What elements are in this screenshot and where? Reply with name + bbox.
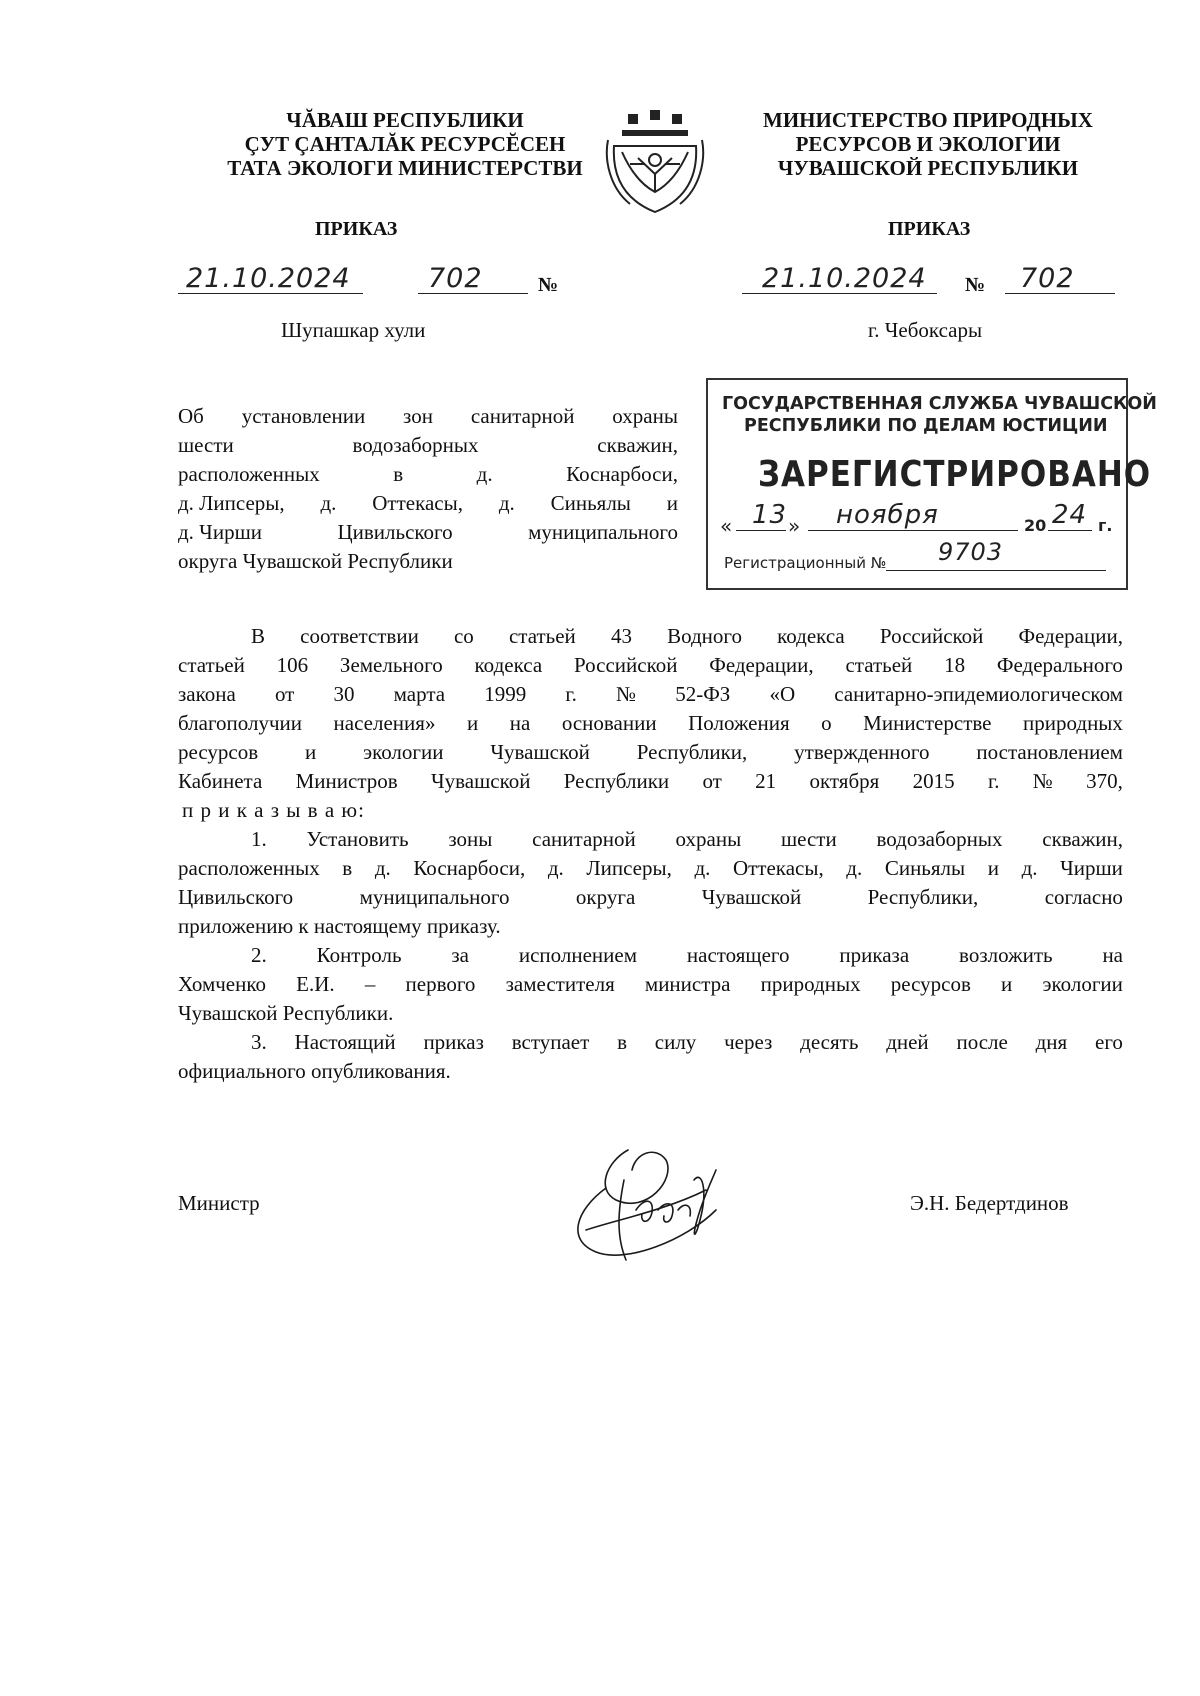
word: Чувашской bbox=[701, 885, 802, 909]
word: Цивильского bbox=[178, 885, 294, 909]
word: статьей bbox=[845, 653, 913, 677]
handwritten-number-right: 702 bbox=[1020, 263, 1075, 294]
word: д. bbox=[498, 491, 515, 515]
handwritten-date-right: 21.10.2024 bbox=[762, 263, 927, 294]
word: Коснарбоси, bbox=[566, 462, 678, 486]
word: ресурсов bbox=[178, 740, 259, 764]
item3-line bbox=[178, 1028, 1123, 1057]
word: закона bbox=[178, 682, 236, 706]
order-item-2 bbox=[178, 941, 1123, 1028]
word: за bbox=[451, 943, 470, 967]
stamp-month-underline bbox=[808, 530, 1018, 531]
subject-line bbox=[178, 402, 678, 431]
date-underline-left bbox=[178, 293, 363, 294]
order-subject bbox=[178, 402, 678, 576]
word: утвержденного bbox=[794, 740, 930, 764]
word: округа bbox=[575, 885, 636, 909]
word: скважин, bbox=[1042, 827, 1123, 851]
word: г. bbox=[565, 682, 577, 706]
word: через bbox=[724, 1030, 773, 1054]
subject-line bbox=[178, 460, 678, 489]
word: д. bbox=[320, 491, 337, 515]
word: Синьялы bbox=[884, 856, 966, 880]
word: расположенных bbox=[178, 856, 320, 880]
subject-line bbox=[178, 518, 678, 547]
word: муниципального bbox=[528, 520, 678, 544]
word: марта bbox=[393, 682, 446, 706]
stamp-reg-number: 9703 bbox=[938, 538, 1004, 566]
word: Настоящий bbox=[294, 1030, 396, 1054]
date-underline-right bbox=[742, 293, 937, 294]
word: в bbox=[617, 1030, 627, 1054]
word: Синьялы bbox=[550, 491, 631, 515]
word: округа Чувашской Республики bbox=[178, 549, 453, 573]
word: возложить bbox=[959, 943, 1053, 967]
stamp-year-unit: г. bbox=[1098, 516, 1113, 535]
word: в bbox=[393, 462, 404, 486]
word: приложению к настоящему приказу. bbox=[178, 914, 501, 938]
word: со bbox=[453, 624, 474, 648]
item2-line bbox=[178, 970, 1123, 999]
handwritten-number-left: 702 bbox=[428, 263, 483, 294]
number-sign-right: № bbox=[965, 274, 986, 296]
word: д. bbox=[476, 462, 493, 486]
header-right-org bbox=[738, 108, 1118, 180]
stamp-year-underline bbox=[1048, 530, 1092, 531]
order-title-left: ПРИКАЗ bbox=[315, 218, 398, 240]
word: д. bbox=[846, 856, 863, 880]
word: официального опубликования. bbox=[178, 1059, 451, 1083]
word: Цивильского bbox=[337, 520, 453, 544]
word: Е.И. bbox=[296, 972, 335, 996]
header-left-line: ТАТА ЭКОЛОГИ МИНИСТЕРСТВИ bbox=[227, 156, 583, 180]
order-word-line: п р и к а з ы в а ю: bbox=[182, 798, 365, 822]
word: и bbox=[304, 740, 317, 764]
word: Республики, bbox=[867, 885, 979, 909]
stamp-org-line1: ГОСУДАРСТВЕННАЯ СЛУЖБА ЧУВАШСКОЙ bbox=[722, 394, 1157, 414]
word: Республики bbox=[563, 769, 670, 793]
word: шести bbox=[780, 827, 837, 851]
word: десять bbox=[800, 1030, 859, 1054]
word: установлении bbox=[241, 404, 366, 428]
word: – bbox=[364, 972, 376, 996]
word: на bbox=[509, 711, 531, 735]
word: д. Липсеры, bbox=[178, 491, 285, 515]
word: Коснарбоси, bbox=[413, 856, 526, 880]
word: первого bbox=[405, 972, 476, 996]
word: населения» bbox=[333, 711, 436, 735]
word: 1. bbox=[251, 827, 267, 851]
word: после bbox=[956, 1030, 1008, 1054]
word: № bbox=[1032, 769, 1053, 793]
word: «О bbox=[769, 682, 796, 706]
word: в bbox=[342, 856, 353, 880]
word: шести bbox=[178, 433, 234, 457]
word: министра bbox=[644, 972, 731, 996]
word: приказа bbox=[839, 943, 910, 967]
word: 2015 bbox=[912, 769, 955, 793]
word: кодекса bbox=[777, 624, 845, 648]
word: постановлением bbox=[976, 740, 1123, 764]
word: зон bbox=[403, 404, 433, 428]
word: исполнением bbox=[518, 943, 638, 967]
word: Положения bbox=[688, 711, 790, 735]
word: санитарной bbox=[532, 827, 636, 851]
word: Чувашской bbox=[430, 769, 531, 793]
word: согласно bbox=[1044, 885, 1123, 909]
stamp-month: ноября bbox=[836, 500, 939, 530]
preamble-line bbox=[178, 767, 1123, 796]
word: дня bbox=[1035, 1030, 1068, 1054]
preamble-line bbox=[178, 738, 1123, 767]
header-left-org bbox=[215, 108, 595, 180]
word: Федерации, bbox=[1018, 624, 1123, 648]
word: д. bbox=[1021, 856, 1038, 880]
word: Земельного bbox=[339, 653, 443, 677]
word: д. Чирши bbox=[178, 520, 262, 544]
word: Российской bbox=[879, 624, 984, 648]
word: от bbox=[274, 682, 295, 706]
word: санитарно-эпидемиологическом bbox=[834, 682, 1123, 706]
word: вступает bbox=[511, 1030, 590, 1054]
word: 106 bbox=[276, 653, 309, 677]
order-word bbox=[178, 796, 1123, 825]
word: основании bbox=[561, 711, 657, 735]
stamp-year: 24 bbox=[1052, 500, 1088, 530]
word: охраны bbox=[612, 404, 678, 428]
word: Республики, bbox=[636, 740, 748, 764]
word: Федерации, bbox=[709, 653, 814, 677]
word: на bbox=[1102, 943, 1123, 967]
word: Чирши bbox=[1060, 856, 1123, 880]
preamble-paragraph bbox=[178, 622, 1123, 796]
word: Хомченко bbox=[178, 972, 266, 996]
coat-of-arms-emblem bbox=[600, 100, 710, 220]
word: 52-ФЗ bbox=[675, 682, 731, 706]
word: 43 bbox=[610, 624, 632, 648]
word: статьей bbox=[508, 624, 576, 648]
word: Кабинета bbox=[178, 769, 263, 793]
word: санитарной bbox=[470, 404, 575, 428]
item1-line bbox=[178, 825, 1123, 854]
stamp-quote-open: « bbox=[720, 514, 733, 538]
word: ресурсов bbox=[890, 972, 971, 996]
signatory-name: Э.Н. Бедертдинов bbox=[910, 1191, 1069, 1215]
preamble-line bbox=[178, 680, 1123, 709]
word: Чувашской Республики. bbox=[178, 1001, 394, 1025]
word: соответствии bbox=[300, 624, 419, 648]
word: Об bbox=[178, 404, 204, 428]
word: кодекса bbox=[474, 653, 543, 677]
header-right-line: РЕСУРСОВ И ЭКОЛОГИИ bbox=[795, 132, 1061, 156]
word: экологии bbox=[363, 740, 444, 764]
number-underline-left bbox=[418, 293, 528, 294]
header-right-line: МИНИСТЕРСТВО ПРИРОДНЫХ bbox=[763, 108, 1093, 132]
word: д. bbox=[694, 856, 711, 880]
preamble-line bbox=[178, 709, 1123, 738]
word: зоны bbox=[448, 827, 493, 851]
order-title-right: ПРИКАЗ bbox=[888, 218, 971, 240]
word: 21 bbox=[755, 769, 777, 793]
word: 30 bbox=[333, 682, 355, 706]
header-right-line: ЧУВАШСКОЙ РЕСПУБЛИКИ bbox=[777, 156, 1079, 180]
item1-line bbox=[178, 883, 1123, 912]
word: Водного bbox=[667, 624, 742, 648]
stamp-quote-close: » bbox=[788, 514, 801, 538]
preamble-line bbox=[178, 622, 1123, 651]
word: заместителя bbox=[505, 972, 615, 996]
stamp-day-underline bbox=[736, 530, 786, 531]
word: природных bbox=[760, 972, 861, 996]
word: силу bbox=[654, 1030, 697, 1054]
registration-stamp bbox=[706, 378, 1157, 590]
item2-line bbox=[178, 941, 1123, 970]
word: д. bbox=[547, 856, 564, 880]
subject-line bbox=[178, 547, 678, 576]
word: Оттекасы, bbox=[372, 491, 463, 515]
item2-line bbox=[178, 999, 1123, 1028]
signatory-title: Министр bbox=[178, 1191, 260, 1215]
word: В bbox=[251, 624, 266, 648]
word: и bbox=[1001, 972, 1013, 996]
word: благополучии bbox=[178, 711, 303, 735]
word: Установить bbox=[306, 827, 409, 851]
word: и bbox=[466, 711, 479, 735]
word: № bbox=[616, 682, 637, 706]
word: 3. bbox=[251, 1030, 267, 1054]
item3-line bbox=[178, 1057, 1123, 1086]
word: Контроль bbox=[316, 943, 402, 967]
word: Чувашской bbox=[490, 740, 590, 764]
word: водозаборных bbox=[352, 433, 479, 457]
word: октября bbox=[809, 769, 880, 793]
place-left: Шупашкар хули bbox=[281, 318, 426, 342]
header-left-line: ÇУТ ÇАНТАЛĂК РЕСУРСĔСЕН bbox=[244, 132, 566, 156]
handwritten-signature bbox=[566, 1140, 736, 1270]
word: статьей bbox=[178, 653, 245, 677]
number-underline-right bbox=[1005, 293, 1115, 294]
word: природных bbox=[1023, 711, 1123, 735]
item1-line bbox=[178, 854, 1123, 883]
order-item-1 bbox=[178, 825, 1123, 941]
word: 1999 bbox=[484, 682, 527, 706]
word: 2. bbox=[251, 943, 267, 967]
word: и bbox=[666, 491, 678, 515]
word: и bbox=[987, 856, 999, 880]
stamp-org-line2: РЕСПУБЛИКИ ПО ДЕЛАМ ЮСТИЦИИ bbox=[744, 416, 1108, 436]
word: Липсеры, bbox=[586, 856, 672, 880]
word: экологии bbox=[1042, 972, 1123, 996]
word: расположенных bbox=[178, 462, 320, 486]
word: настоящего bbox=[686, 943, 790, 967]
word: 18 bbox=[944, 653, 966, 677]
word: его bbox=[1095, 1030, 1123, 1054]
word: Российской bbox=[573, 653, 678, 677]
word: д. bbox=[374, 856, 391, 880]
stamp-day: 13 bbox=[752, 500, 788, 530]
word: водозаборных bbox=[876, 827, 1003, 851]
place-right: г. Чебоксары bbox=[868, 318, 983, 342]
word: от bbox=[702, 769, 722, 793]
word: Министров bbox=[295, 769, 398, 793]
word: г. bbox=[987, 769, 1000, 793]
header-left-line: ЧĂВАШ РЕСПУБЛИКИ bbox=[286, 108, 524, 132]
word: Федерального bbox=[996, 653, 1123, 677]
word: Оттекасы, bbox=[732, 856, 824, 880]
stamp-reg-label: Регистрационный № bbox=[724, 554, 887, 572]
word: приказ bbox=[423, 1030, 484, 1054]
order-items bbox=[178, 825, 1123, 1086]
number-sign-left: № bbox=[538, 274, 559, 296]
handwritten-date-left: 21.10.2024 bbox=[186, 263, 351, 294]
subject-line bbox=[178, 489, 678, 518]
stamp-reg-underline bbox=[886, 570, 1106, 571]
order-item-3 bbox=[178, 1028, 1123, 1086]
preamble-line bbox=[178, 651, 1123, 680]
word: скважин, bbox=[597, 433, 678, 457]
word: муниципального bbox=[359, 885, 510, 909]
subject-line bbox=[178, 431, 678, 460]
stamp-registered: ЗАРЕГИСТРИРОВАНО bbox=[758, 454, 1152, 496]
stamp-year-prefix: 20 bbox=[1024, 516, 1047, 535]
item1-line bbox=[178, 912, 1123, 941]
word: о bbox=[821, 711, 832, 735]
word: дней bbox=[886, 1030, 929, 1054]
word: 370, bbox=[1086, 769, 1123, 793]
word: охраны bbox=[675, 827, 742, 851]
word: Министерстве bbox=[863, 711, 992, 735]
